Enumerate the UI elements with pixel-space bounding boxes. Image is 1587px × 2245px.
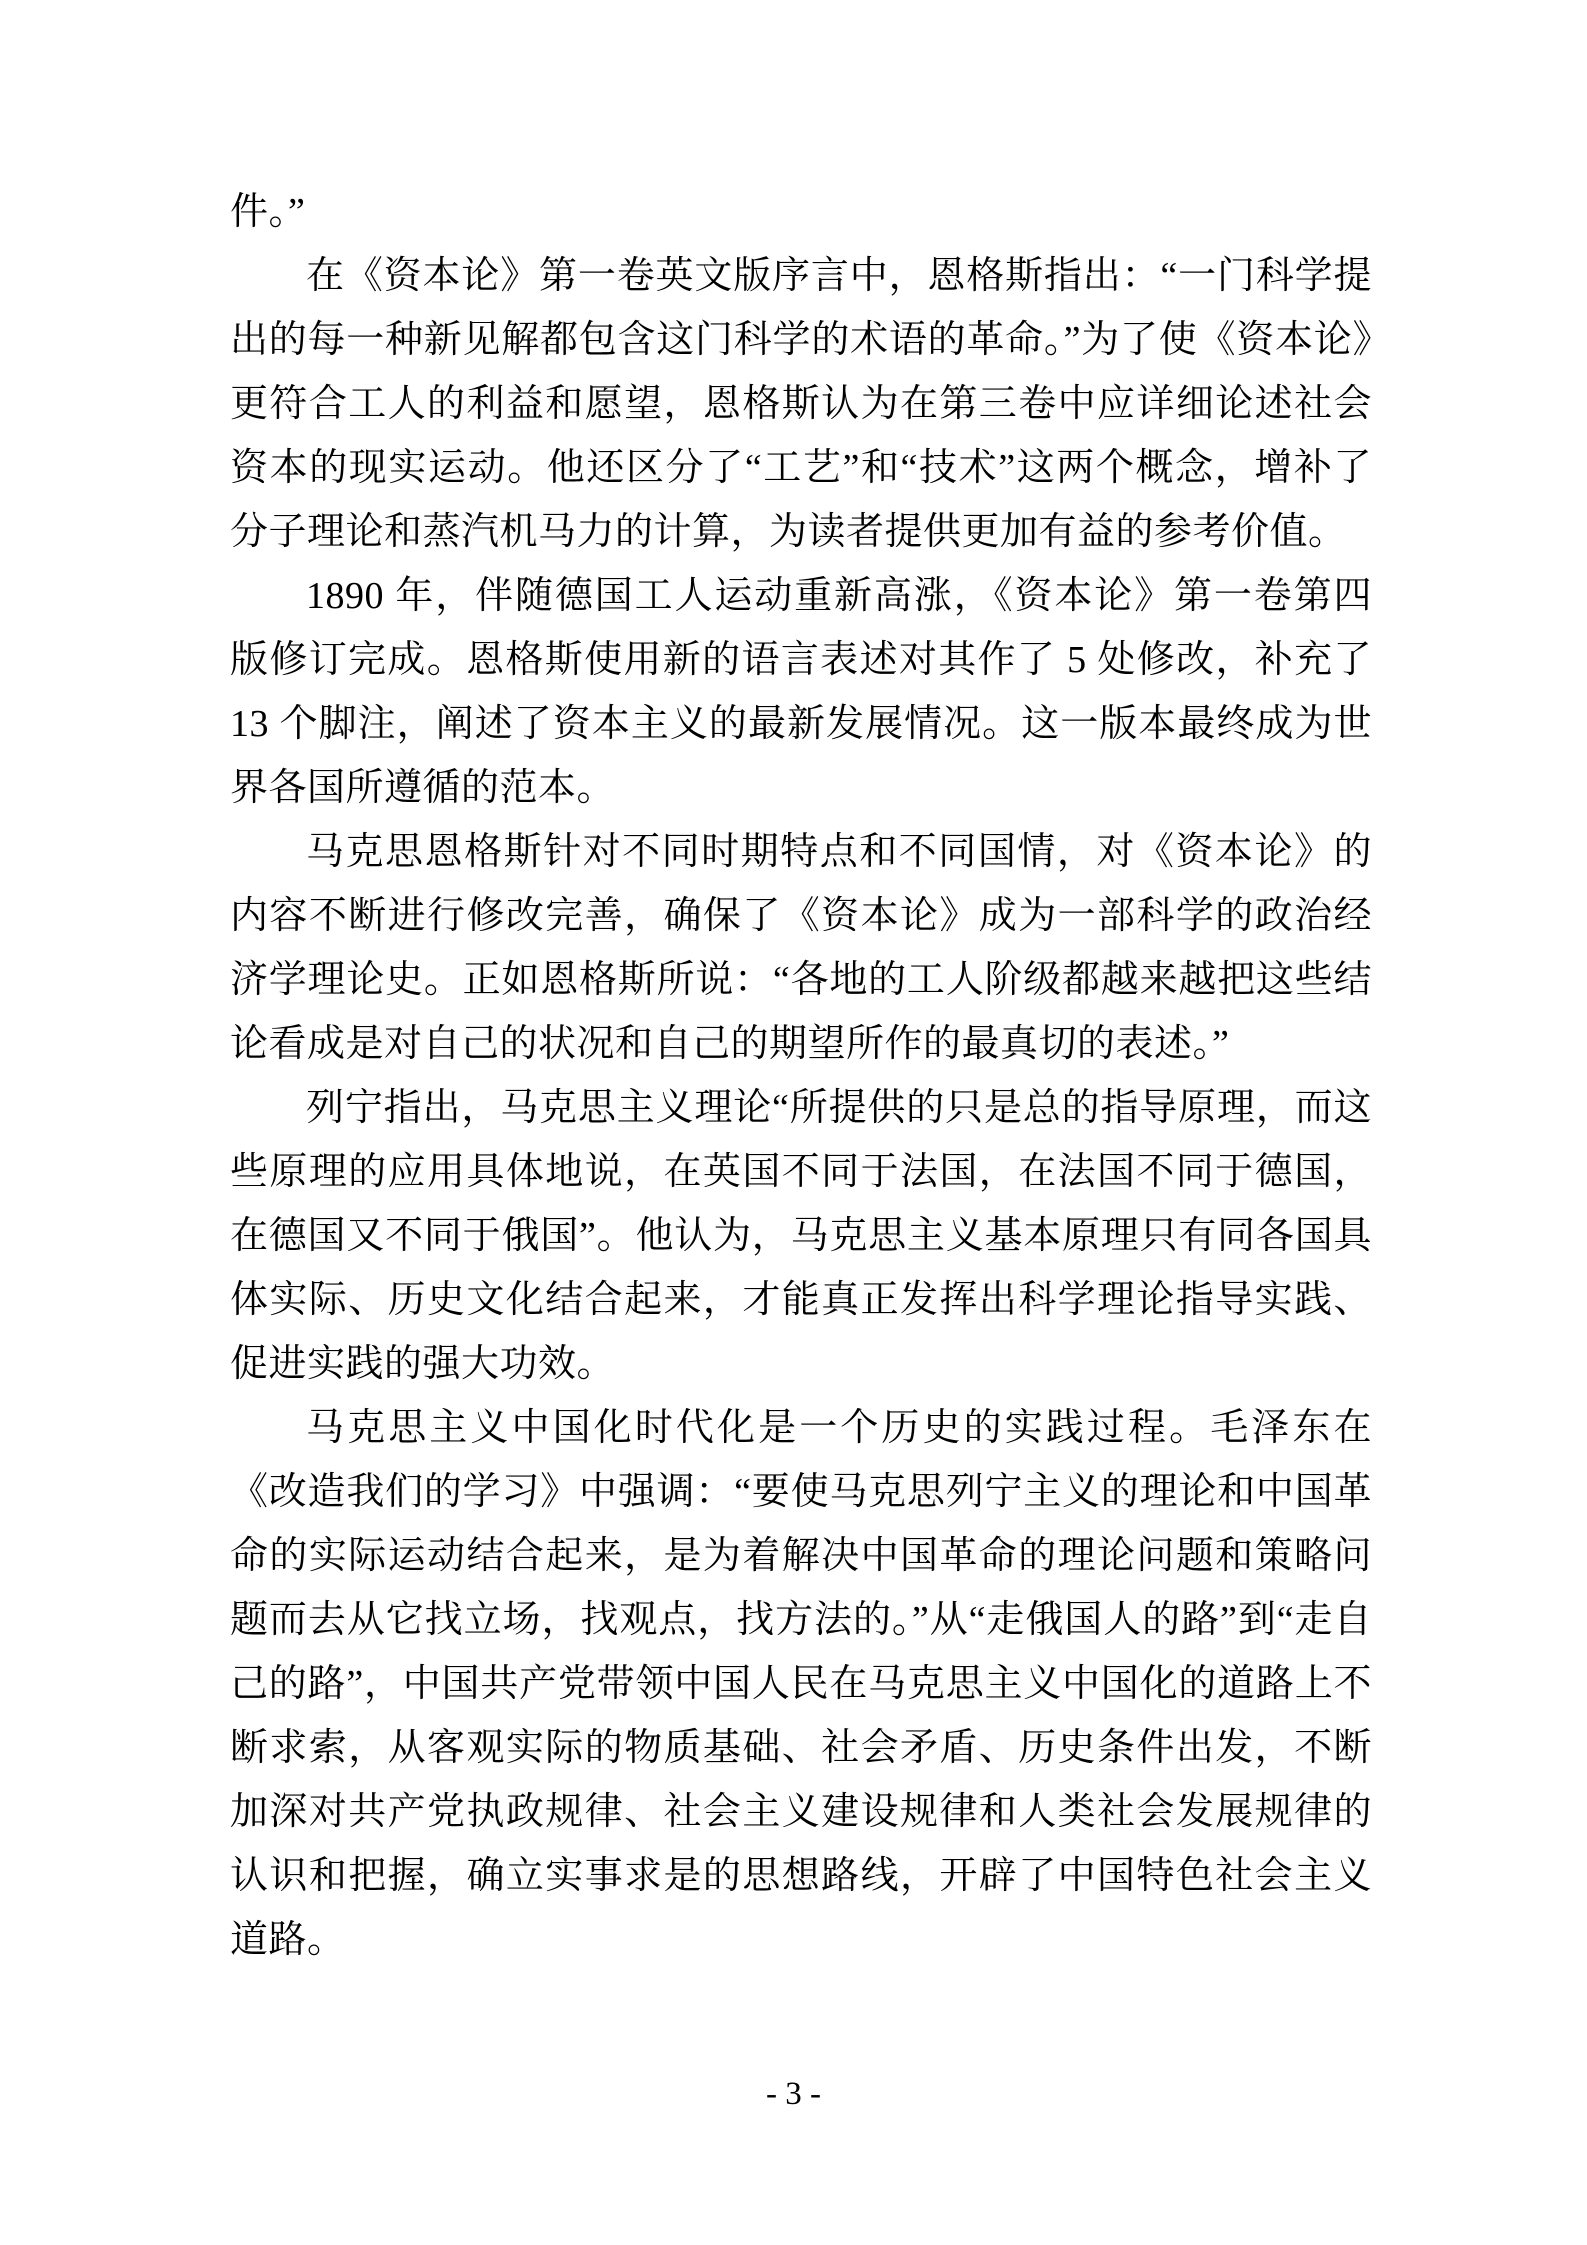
paragraph: 马克思主义中国化时代化是一个历史的实践过程。毛泽东在《改造我们的学习》中强调：“要使马克思列宁主义的理论和中国革命的实际运动结合起来，是为着解决中国革命的理论问题和策略问题而去从它找立场，找观点，找方法的。”从“走俄国人的路”到“走自己的路”，中国共产党带领中国人民在马克思主义中国化的道路上不断求索，从客观实际的物质基础、社会矛盾、历史条件出发，不断加深对共产党执政规律、社会主义建设规律和人类社会发展规律的认识和把握，确立实事求是的思想路线，开辟了中国特色社会主义道路。	[230, 1407, 1372, 1961]
paragraph: 1890 年，伴随德国工人运动重新高涨，《资本论》第一卷第四版修订完成。恩格斯使用新的语言表述对其作了 5 处修改，补充了 13 个脚注，阐述了资本主义的最新发展情况。这一版本最终成为世界各国所遵循的范本。	[230, 575, 1372, 809]
document-body	[230, 180, 1372, 1972]
page-footer	[0, 2072, 1587, 2116]
paragraph: 列宁指出，马克思主义理论“所提供的只是总的指导原理，而这些原理的应用具体地说，在英国不同于法国，在法国不同于德国，在德国又不同于俄国”。他认为，马克思主义基本原理只有同各国具体实际、历史文化结合起来，才能真正发挥出科学理论指导实践、促进实践的强大功效。	[230, 1087, 1372, 1385]
page-number: - 3 -	[766, 2076, 821, 2112]
paragraph-continuation: 件。”	[230, 191, 306, 233]
paragraph: 马克思恩格斯针对不同时期特点和不同国情，对《资本论》的内容不断进行修改完善，确保了《资本论》成为一部科学的政治经济学理论史。正如恩格斯所说：“各地的工人阶级都越来越把这些结论看成是对自己的状况和自己的期望所作的最真切的表述。”	[230, 831, 1372, 1065]
paragraph: 在《资本论》第一卷英文版序言中，恩格斯指出：“一门科学提出的每一种新见解都包含这门科学的术语的革命。”为了使《资本论》更符合工人的利益和愿望，恩格斯认为在第三卷中应详细论述社会资本的现实运动。他还区分了“工艺”和“技术”这两个概念，增补了分子理论和蒸汽机马力的计算，为读者提供更加有益的参考价值。	[230, 255, 1372, 553]
